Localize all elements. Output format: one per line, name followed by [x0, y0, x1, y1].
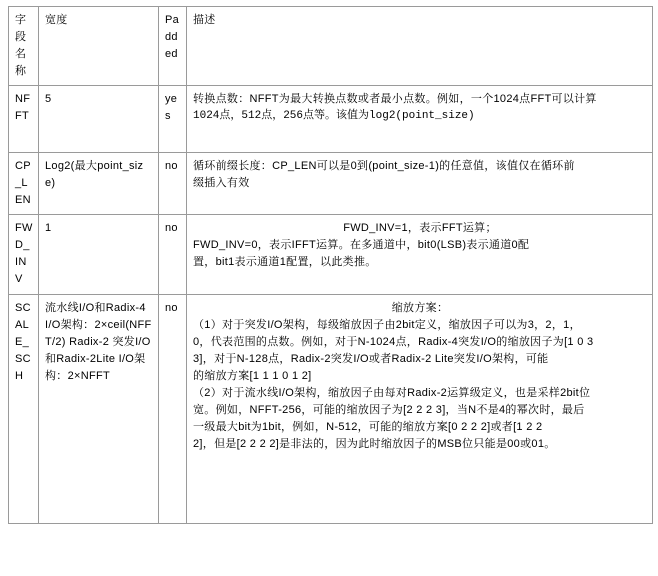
cell-description — [187, 215, 653, 294]
cell-field-name: SCALE_SCH — [9, 294, 39, 523]
table-row — [9, 86, 653, 153]
cell-width: 5 — [39, 86, 159, 153]
cell-field-name: CP_LEN — [9, 153, 39, 215]
desc-line: 缩放方案： — [391, 301, 449, 314]
desc-line: 的缩放方案[1 1 1 0 1 2] — [193, 369, 312, 382]
desc-line: 转换点数：NFFT为最大转换点数或者最小点数。例如，一个1024点FFT可以计算 — [193, 93, 597, 106]
table-header-row — [9, 7, 653, 86]
cell-width: 流水线I/O和Radix-4 I/O架构：2×ceil(NFFT/2) Radix-2 突发I/O 和Radix-2Lite I/O架构：2×NFFT — [39, 294, 159, 523]
table-row — [9, 215, 653, 294]
desc-line: 缀插入有效 — [193, 177, 250, 190]
cell-width: 1 — [39, 215, 159, 294]
cell-width: Log2(最大point_size) — [39, 153, 159, 215]
cell-padded: no — [159, 294, 187, 523]
desc-line: 宽。例如，NFFT-256，可能的缩放因子为[2 2 2 3]，当N不是4的幂次时，最后 — [193, 403, 585, 416]
header-width: 宽度 — [39, 7, 159, 86]
desc-line: 3]，对于N-128点，Radix-2突发I/O或者Radix-2 Lite突发I/O架构，可能 — [193, 352, 549, 365]
cell-description — [187, 294, 653, 523]
header-padded: Padded — [159, 7, 187, 86]
desc-line: 置，bit1表示通道1配置，以此类推。 — [193, 256, 377, 269]
desc-line: 2]，但是[2 2 2 2]是非法的，因为此时缩放因子的MSB位只能是00或01。 — [193, 437, 556, 450]
cell-padded: no — [159, 153, 187, 215]
cell-description — [187, 86, 653, 153]
desc-line: 1024点，512点，256点等。该值为log2(point_size) — [193, 110, 475, 123]
cell-field-name: FWD_INV — [9, 215, 39, 294]
cell-padded: no — [159, 215, 187, 294]
cell-padded: yes — [159, 86, 187, 153]
desc-line: 0，代表范围的点数。例如，对于N-1024点，Radix-4突发I/O的缩放因子为[1 0 3 — [193, 335, 594, 348]
desc-line: 循环前缀长度：CP_LEN可以是0到(point_size-1)的任意值，该值仅在循环前 — [193, 160, 575, 173]
desc-line: FWD_INV=0，表示IFFT运算。在多通道中，bit0(LSB)表示通道0配 — [193, 239, 530, 252]
table-row — [9, 153, 653, 215]
desc-line: （1）对于突发I/O架构，每级缩放因子由2bit定义，缩放因子可以为3，2，1， — [193, 318, 581, 331]
cell-field-name: NFFT — [9, 86, 39, 153]
header-description: 描述 — [187, 7, 653, 86]
cell-description — [187, 153, 653, 215]
table-row — [9, 294, 653, 523]
desc-line: FWD_INV=1，表示FFT运算； — [343, 222, 497, 235]
header-field-name: 字段名称 — [9, 7, 39, 86]
config-table — [8, 6, 653, 524]
desc-line: （2）对于流水线I/O架构，缩放因子由每对Radix-2运算级定义，也是采样2bit位 — [193, 386, 591, 399]
desc-line: 一级最大bit为1bit，例如，N-512，可能的缩放方案[0 2 2 2]或者[1 2 2 — [193, 420, 543, 433]
